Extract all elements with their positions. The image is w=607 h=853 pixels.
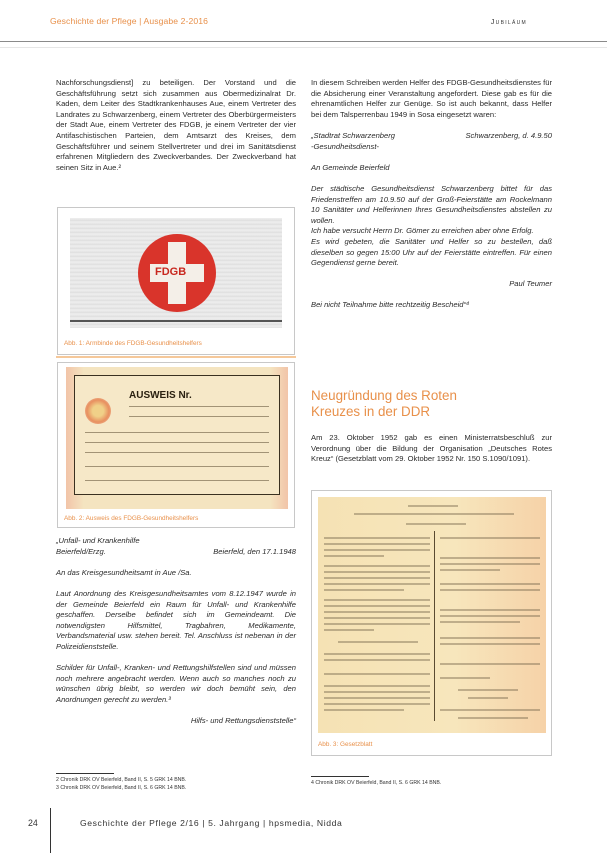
id-card-frame — [74, 375, 280, 495]
text-line — [440, 589, 540, 591]
letter-date: Beierfeld, den 17.1.1948 — [213, 546, 296, 556]
letter-body: Laut Anordnung des Kreisgesundheitsamtes vom 8.12.1947 wurde in der Gemeinde Beierfeld ein Raum für Unfall- und Krankenhilfe geschaffen. Derselbe befindet sich im Gemeindeamt. Die notwendigsten Hilfsmittel, Tragbahren, Medikamente, Verbandsmaterial usw. stehen bereit. Tel. Anschluss ist nebenan in der Polizeidienststelle. — [56, 588, 296, 651]
section-paragraph — [311, 433, 552, 465]
text-line — [324, 589, 404, 591]
text-line — [440, 557, 540, 559]
text-line — [324, 659, 430, 661]
footer-publication: Geschichte der Pflege 2/16 | 5. Jahrgang | hpsmedia, Nidda — [80, 818, 343, 828]
header-divider-light — [0, 47, 607, 48]
text-line — [458, 717, 528, 719]
text-line — [324, 543, 430, 545]
letter-postscript: Bei nicht Teilnahme bitte rechtzeitig Bescheid“⁴ — [311, 300, 470, 310]
text-line — [324, 697, 430, 699]
text-line — [440, 677, 490, 679]
text-line — [324, 605, 430, 607]
text-line — [440, 609, 540, 611]
letter-body: Es wird gebeten, die Sanitäter und Helfer so zu bestellen, daß dieselben so gegen 15:00 Uhr auf der Feierstätte eintreffen. Für einen Gegendienst gerne bereit. — [311, 236, 552, 268]
section-heading-line: Kreuzes in der DDR — [311, 404, 431, 419]
header-divider — [0, 41, 607, 42]
body-paragraph: In diesem Schreiben werden Helfer des FDGB-Gesundheitsdienstes für die Absicherung einer Veranstaltung angefordert. Diese gab es für die ehrenamtlichen Helfer zur Genüge. So ist auch bekannt, dass Helfer bei dem Talsperrenbau 1949 in Sosa eingesetzt waren: — [311, 78, 552, 119]
footnote-rule — [311, 776, 369, 777]
body-paragraph: Nachforschungsdienst] zu beteiligen. Der Vorstand und die Geschäftsführung setzt sich zusammen aus Obermedizinalrat Dr. Kaden, dem Leiter des Stadtkrankenhauses Aue, einem Vertreter des Landrates zu Schwarzenberg, einem Vertreter des Oberbürgermeisters der Stadt Aue, einem Vertreter des FDGB, je einem Vertreter der vier Antifaschistischen Parteien, dem Amtsarzt des Kreises, dem Geschäftsführer und seinem Stellvertreter und drei im Sanitätsdienst erfahrenen Mitgliedern des Zweckverbandes. Der Zweckverband hat seinen Sitz in Aue.² — [56, 78, 296, 172]
form-line — [129, 406, 269, 407]
armband-seam — [70, 320, 282, 322]
text-line — [324, 709, 404, 711]
form-line — [85, 452, 269, 453]
letter-sender: „Unfall- und Krankenhilfe — [56, 536, 140, 545]
left-intro-paragraph — [56, 78, 296, 173]
text-line — [440, 583, 540, 585]
form-line — [85, 432, 269, 433]
footnote-3: 3 Chronik DRK OV Beierfeld, Band II, S. 6 GRK 14 BNB. — [56, 785, 187, 791]
text-line — [324, 549, 430, 551]
letter-sender-location: Beierfeld/Erzg. — [56, 546, 106, 556]
text-line — [324, 583, 430, 585]
gazette-photo — [318, 497, 546, 733]
footnote-rule — [56, 773, 114, 774]
text-line — [458, 689, 518, 691]
column-divider — [434, 531, 435, 721]
text-line — [354, 513, 514, 515]
text-line — [324, 611, 430, 613]
id-card-photo — [66, 367, 288, 509]
form-line — [85, 480, 269, 481]
text-line — [440, 563, 540, 565]
text-line — [324, 673, 430, 675]
letter-body: Der städtische Gesundheitsdienst Schwarzenberg bittet für das Friedenstreffen am 10.9.50 auf der Groß-Feierstätte am Rockelmann 10 Sanitäter und Helferinnen Ihres Gesundheitsdienstes abstellen zu wollen. — [311, 183, 552, 225]
footer-divider — [50, 808, 51, 853]
figure-caption: Abb. 3: Gesetzblatt — [318, 741, 373, 748]
text-line — [440, 663, 540, 665]
letter-recipient: An das Kreisgesundheitsamt in Aue /Sa. — [56, 567, 192, 577]
text-line — [406, 523, 466, 525]
beierfeld-letter — [56, 536, 296, 727]
running-header-title: Geschichte der Pflege | Ausgabe 2-2016 — [50, 16, 208, 26]
figure-caption: Abb. 2: Ausweis des FDGB-Gesundheitshelfers — [64, 515, 199, 522]
running-header-section: Jubiläum — [490, 17, 527, 26]
text-line — [440, 569, 500, 571]
section-heading-line: Neugründung des Roten — [311, 388, 457, 403]
form-line — [129, 416, 269, 417]
letter-sender: „Stadtrat Schwarzenberg — [311, 130, 395, 140]
letter-body: Ich habe versucht Herrn Dr. Gömer zu erreichen aber ohne Erfolg. — [311, 226, 534, 236]
text-line — [324, 617, 430, 619]
figure-armband — [57, 207, 295, 355]
text-line — [324, 537, 430, 539]
figure-gazette — [311, 490, 552, 756]
section-heading — [311, 388, 457, 420]
text-line — [324, 565, 430, 567]
text-line — [324, 691, 430, 693]
text-line — [324, 629, 374, 631]
text-line — [324, 685, 430, 687]
letter-signature: Hilfs- und Rettungsdienststelle“ — [190, 716, 296, 726]
form-line — [85, 466, 269, 467]
letter-date: Schwarzenberg, d. 4.9.50 — [465, 130, 552, 140]
text-line — [324, 571, 430, 573]
text-line — [324, 577, 430, 579]
letter-body: Schilder für Unfall-, Kranken- und Rettungshilfstellen sind und müssen noch mehrere angebracht werden. Wenn auch so manches noch zu wünschen übrig bleibt, so werden wir doch bemüht sein, den Anordnungen gerecht zu werden.³ — [56, 663, 296, 704]
id-card-title: AUSWEIS Nr. — [129, 390, 192, 401]
text-line — [324, 653, 430, 655]
right-column-text — [311, 78, 552, 311]
figure-id-card — [57, 362, 295, 528]
form-line — [85, 442, 269, 443]
body-paragraph: Am 23. Oktober 1952 gab es einen Ministerratsbeschluß zur Verordnung über die Bildung der Organisation „Deutsches Rotes Kreuz“ (Gesetzblatt vom 29. Oktober 1952 Nr. 150 S.1090/1091). — [311, 433, 552, 464]
text-line — [408, 505, 458, 507]
caption-underline — [56, 356, 296, 358]
emblem-label: FDGB — [155, 266, 187, 278]
text-line — [324, 703, 430, 705]
text-line — [468, 697, 508, 699]
armband-photo — [70, 218, 282, 328]
text-line — [440, 537, 540, 539]
text-line — [324, 623, 430, 625]
text-line — [440, 621, 520, 623]
letter-signature: Paul Teumer — [509, 279, 552, 289]
footnote-2: 2 Chronik DRK OV Beierfeld, Band II, S. 5 GRK 14 BNB. — [56, 777, 187, 783]
text-line — [324, 599, 430, 601]
letter-sender-department: -Gesundheitsdienst- — [311, 141, 379, 151]
figure-caption: Abb. 1: Armbinde des FDGB-Gesundheitshelfers — [64, 340, 202, 347]
stamp-icon — [85, 398, 111, 424]
text-line — [440, 615, 540, 617]
text-line — [324, 555, 384, 557]
footnote-4: 4 Chronik DRK OV Beierfeld, Band II, S. 6 GRK 14 BNB. — [311, 780, 442, 786]
letter-recipient: An Gemeinde Beierfeld — [311, 162, 390, 172]
page-number: 24 — [28, 818, 38, 828]
text-line — [440, 643, 540, 645]
text-line — [440, 709, 540, 711]
text-line — [338, 641, 418, 643]
text-line — [440, 637, 540, 639]
